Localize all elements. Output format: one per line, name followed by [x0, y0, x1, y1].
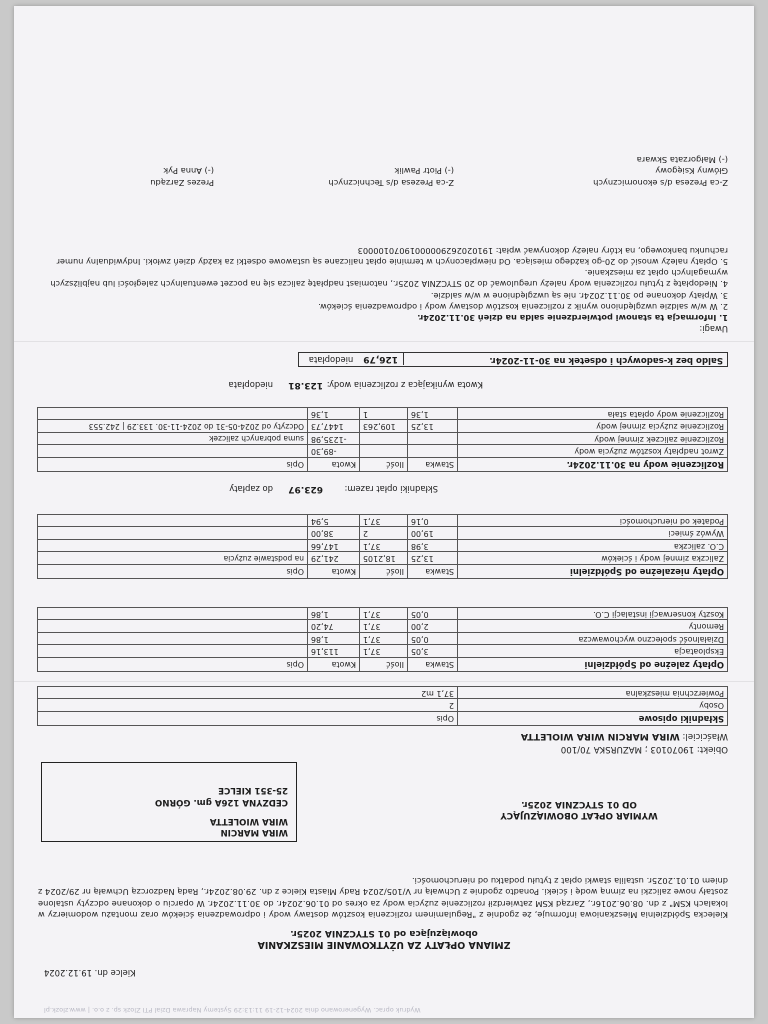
- column-header: Opis: [38, 658, 308, 672]
- paper-sheet: [14, 6, 754, 1018]
- table-row: [38, 552, 728, 565]
- section-title: Rozliczenie wody na 30.11.2024r.: [458, 458, 728, 472]
- fee-qty: 37,1: [360, 608, 408, 621]
- fee-desc: [38, 633, 308, 646]
- fees-independent-table: [37, 514, 728, 579]
- table-row: [38, 645, 728, 658]
- row-value: 37,1 m2: [38, 687, 458, 700]
- column-header: Kwota: [308, 458, 360, 472]
- fee-name: Działalność społeczno wychowawcza: [458, 633, 728, 646]
- column-header: Kwota: [308, 565, 360, 579]
- rates-heading: [429, 797, 729, 820]
- fee-qty: 37,1: [360, 633, 408, 646]
- fee-rate: 2,00: [408, 620, 458, 633]
- signature-block: [328, 165, 454, 188]
- address-line: WIRA WIOLETTA: [209, 815, 288, 826]
- total-fees-value: 623.97: [288, 484, 323, 494]
- rates-heading-line2: OD 01 STYCZNIA 2025r.: [521, 798, 637, 809]
- fee-amount: 74,20: [308, 620, 360, 633]
- table-row: [38, 699, 728, 712]
- fee-name: Zaliczka zimnej wody i ścieków: [458, 552, 728, 565]
- section-title: Opłaty zależne od Spółdzielni: [458, 658, 728, 672]
- column-header: Ilość: [360, 565, 408, 579]
- fee-amount: 38,00: [308, 527, 360, 540]
- note-item: 2. W w/w saldzie uwzględniono wynik z rozliczenia kosztów dostawy wody i odprowadzenia ścieków.: [318, 301, 728, 312]
- water-item-desc: [38, 445, 308, 458]
- water-item-qty: 1: [360, 408, 408, 421]
- fee-qty: 37,1: [360, 540, 408, 553]
- header-block: [39, 762, 729, 842]
- fee-amount: 113,16: [308, 645, 360, 658]
- water-item-amount: -89,30: [308, 445, 360, 458]
- fee-name: Podatek od nieruchomości: [458, 515, 728, 528]
- fold-line: [14, 341, 754, 342]
- water-item-name: Rozliczenie zużycia zimnej wody: [458, 420, 728, 433]
- water-item-rate: [408, 445, 458, 458]
- signature-name: (-) Małgorzata Skwara: [636, 154, 728, 165]
- row-label: Powierzchnia mieszkalna: [458, 687, 728, 700]
- water-item-name: Zwrot nadpłaty kosztów zużycia wody: [458, 445, 728, 458]
- descriptive-table: [37, 686, 728, 726]
- balance-suffix: niedopłata: [308, 355, 354, 365]
- fee-name: Wywóz śmieci: [458, 527, 728, 540]
- table-row: [38, 527, 728, 540]
- water-item-name: Rozliczenie zaliczek zimnej wody: [458, 433, 728, 446]
- water-item-desc: Odczyty od 2024-05-31 do 2024-11-30. 133.29 | 242.553: [38, 420, 308, 433]
- owner-label: Właściciel:: [682, 731, 728, 741]
- fee-name: Eksploatacja: [458, 645, 728, 658]
- intro-paragraph: Kielecka Spółdzielnia Mieszkaniowa informuje, że zgodnie z "Regulaminem rozliczenia kosztów dostawy wody i odprowadzenia ścieków oraz montażu wodomierzy w lokalach KSM" z dn. 08.06.2016r., Zarząd KSM zatwierdził rozliczenie zużycia wody za okres od 01.06.2024r. do 30.11.2024r. W oparciu o dokonane odczyty ustalone zostały nowe zaliczki na zimną wodę i ścieki. Ponadto zgodnie z Uchwałą nr V/105/2024 Rady Miasta Kielce z dn. 29.08.2024r., Radą Nadzorczą Uchwałą nr 29/2024 z dniem 01.01.2025r. ustalila stawki opłat z tytułu podatku od nieruchomości.: [38, 875, 728, 920]
- print-footer-faint: Wydruk oprac. Wygenerowano dnia 2024-12-19 11:13:29 Systemy Naprawa Dzial PTI Zlozk sp. z o.o. | www.zlozk.pl: [44, 1006, 421, 1014]
- table-row: [38, 608, 728, 621]
- address-line: 25-351 KIELCE: [218, 785, 288, 796]
- fee-desc: [38, 527, 308, 540]
- fee-rate: 0,05: [408, 633, 458, 646]
- table-row: [38, 687, 728, 700]
- table-row: [38, 420, 728, 433]
- fee-desc: [38, 608, 308, 621]
- water-item-qty: [360, 433, 408, 446]
- object-line: Obiekt: 19070103 ; MAZURSKA 70/100: [560, 744, 728, 754]
- fee-amount: 241,29: [308, 552, 360, 565]
- water-item-desc: suma pobranych zaliczek: [38, 433, 308, 446]
- note-item: 5. Opłaty należy wnosić do 20-go każdego miesiąca. Od niewpłaconych w terminie opłat naliczane są ustawowe odsetki za każdy dzień zwłoki. Indywidualny numer rachunku bankowego, na który należy dokonywać wpłat: 19102026290000019070100003: [56, 246, 728, 268]
- table-row: [38, 408, 728, 421]
- fee-name: Koszty konserwacji instalacji C.O.: [458, 608, 728, 621]
- fee-rate: 13,25: [408, 552, 458, 565]
- column-header: Stawka: [408, 458, 458, 472]
- fee-rate: 0,05: [408, 608, 458, 621]
- table-row: [38, 433, 728, 446]
- signature-role: Główny Księgowy: [655, 166, 728, 177]
- notes-section: [38, 245, 728, 334]
- signature-block: [593, 153, 728, 188]
- table-row: [38, 633, 728, 646]
- fee-name: Remonty: [458, 620, 728, 633]
- fee-amount: 5,94: [308, 515, 360, 528]
- fee-rate: 3,05: [408, 645, 458, 658]
- column-header: Ilość: [360, 658, 408, 672]
- fee-rate: 19,00: [408, 527, 458, 540]
- fee-desc: [38, 645, 308, 658]
- row-label: Osoby: [458, 699, 728, 712]
- signature-name: (-) Anna Pyk: [163, 166, 214, 177]
- table-row: [38, 515, 728, 528]
- note-item: 4. Niedopłatę z tytułu rozliczenia wody należy uregulować do 20 STYCZNIA 2025r., natomiast nadpłatę zalicza się na poczet ewentualnych zaległości lub najbliższych wymagalnych opłat za mieszkanie.: [50, 268, 728, 290]
- fee-qty: 18,2105: [360, 552, 408, 565]
- water-item-desc: [38, 408, 308, 421]
- column-header: Opis: [38, 712, 458, 726]
- water-total-label: Kwota wynikająca z rozliczenia wody:: [326, 380, 483, 390]
- fee-rate: 0,16: [408, 515, 458, 528]
- water-item-amount: -1235,98: [308, 433, 360, 446]
- fee-desc: na podstawie zużycia: [38, 552, 308, 565]
- fold-line: [14, 681, 754, 682]
- balance-value: 126,79: [363, 354, 398, 364]
- table-row: [38, 540, 728, 553]
- column-header: Opis: [38, 458, 308, 472]
- fee-desc: [38, 540, 308, 553]
- signature-role: Z-ca Prezesa d/s ekonomicznych: [593, 178, 728, 188]
- section-title: Składniki opisowe: [458, 712, 728, 726]
- balance-label: Saldo bez k-sadowych i odsetek na 30-11-2024r.: [489, 355, 723, 365]
- water-item-amount: 1,36: [308, 408, 360, 421]
- signature-block: [150, 165, 214, 188]
- water-item-qty: 109,263: [360, 420, 408, 433]
- fee-qty: 2: [360, 527, 408, 540]
- section-title: Opłaty niezależne od Spółdzielni: [458, 565, 728, 579]
- signature-name: (-) Piotr Pawlik: [394, 166, 454, 177]
- document-subtitle: obowiązująca od 01 STYCZNIA 2025r.: [290, 928, 478, 938]
- balance-value-cell: [298, 353, 404, 365]
- total-fees-suffix: do zapłaty: [229, 484, 273, 494]
- fee-qty: 37,1: [360, 645, 408, 658]
- fee-qty: 37,1: [360, 515, 408, 528]
- water-settlement-table: [37, 407, 728, 472]
- table-row: [38, 620, 728, 633]
- fee-amount: 1,86: [308, 608, 360, 621]
- fee-qty: 37,1: [360, 620, 408, 633]
- water-total-suffix: niedopłata: [228, 380, 273, 390]
- fee-desc: [38, 620, 308, 633]
- table-row: [38, 445, 728, 458]
- column-header: Stawka: [408, 658, 458, 672]
- row-value: 2: [38, 699, 458, 712]
- address-line: CEDZYNA 126A gm. GÓRNO: [154, 796, 288, 807]
- fee-amount: 147,66: [308, 540, 360, 553]
- fee-desc: [38, 515, 308, 528]
- note-item: 1. Informacja ta stanowi potwierdzenie salda na dzień 30.11.2024r.: [417, 312, 728, 323]
- owner-line: [521, 730, 728, 742]
- water-item-rate: 13,25: [408, 420, 458, 433]
- balance-box: [298, 352, 728, 367]
- fee-name: C.O. zaliczka: [458, 540, 728, 553]
- column-header: Opis: [38, 565, 308, 579]
- notes-heading: Uwagi:: [699, 324, 728, 334]
- signature-role: Z-ca Prezesa d/s Technicznych: [328, 178, 454, 188]
- owner-name: WIRA MARCIN WIRA WIOLETTA: [520, 731, 680, 742]
- water-item-rate: 1,36: [408, 408, 458, 421]
- water-item-qty: [360, 445, 408, 458]
- total-fees-label: Składniki opłat razem:: [344, 484, 438, 494]
- column-header: Stawka: [408, 565, 458, 579]
- address-box: [41, 762, 297, 842]
- fees-dependent-table: [37, 607, 728, 672]
- water-item-amount: 1447,73: [308, 420, 360, 433]
- column-header: Ilość: [360, 458, 408, 472]
- document-title: ZMIANA OPŁATY ZA UŻYTKOWANIE MIESZKANIA: [257, 939, 511, 950]
- fee-amount: 1,86: [308, 633, 360, 646]
- signature-role: Prezes Zarządu: [150, 178, 214, 188]
- fee-rate: 3,98: [408, 540, 458, 553]
- water-total-value: 123.81: [288, 380, 323, 390]
- rates-heading-line1: WYMIAR OPŁAT OBOWIĄZUJĄCY: [500, 810, 658, 820]
- document-date: Kielce dn. 19.12.2024: [44, 968, 136, 978]
- address-line: WIRA MARCIN: [220, 827, 288, 837]
- note-item: 3. Wpłaty dokonane po 30.11.2024r. nie są uwzględnione w w/w saldzie.: [430, 290, 728, 301]
- water-item-rate: [408, 433, 458, 446]
- water-item-name: Rozliczenie wody opłata stała: [458, 408, 728, 421]
- document-rotated-180: [14, 6, 754, 1018]
- column-header: Kwota: [308, 658, 360, 672]
